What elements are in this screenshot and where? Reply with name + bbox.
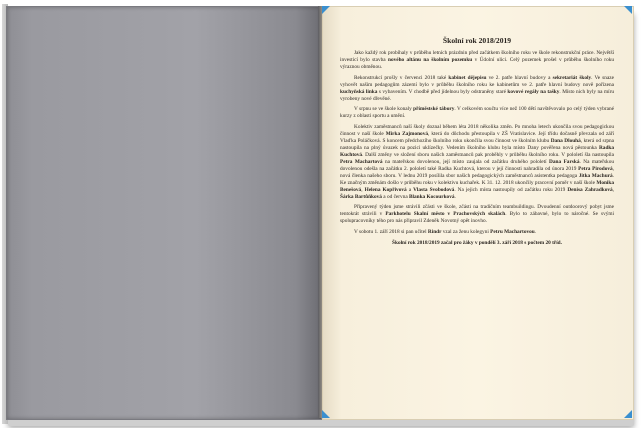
paragraph <box>340 229 614 236</box>
bold-text: kovové regály na tašky <box>507 88 560 95</box>
bold-text: nového altánu na školním pozemku <box>388 57 473 63</box>
bold-text: Helena Kopřivová <box>364 186 407 193</box>
text-run: . Ve snaze vyhovět našim pedagogům zázemí bylo v průběhu školního roku ke kabinetům ve 2. patře hlavní budovy nově pořízena <box>340 74 615 88</box>
text-run: . Místo nich byly na míru vyrobeny nové dřevěné. <box>340 88 614 102</box>
bold-text: kuchyňská linka <box>340 88 378 95</box>
text-run: , <box>361 186 365 193</box>
text-run: v Údolní ulici. Celý pozemek prošel v průběhu školního roku výraznou obměnou. <box>340 57 615 70</box>
page-title: Školní rok 2018/2019 <box>442 36 512 45</box>
text-run: . Ke značným změnám došlo v průběhu roku v kolektivu kuchařek. K 31. 12. 2018 ukončily pracovní poměr v naší škole <box>340 172 614 186</box>
bold-text: sekretariát školy <box>552 74 592 81</box>
bold-text: Dana Farská <box>549 158 580 165</box>
text-run: Připravený týden jsme strávili zčásti ve škole, zčásti na tradičním teambuildingu. Dvoudenní outdoorový pobyt jsme tentokrát strávili v <box>340 204 614 218</box>
bold-text: Jitka Machurá <box>578 172 613 179</box>
bold-text: Rindr <box>427 228 442 235</box>
text-run: vzal za ženu kolegyni <box>441 228 491 235</box>
bold-text: Petru Machartovou <box>490 228 535 235</box>
text-run: ve 2. patře hlavní budovy a <box>486 74 553 81</box>
text-run: . <box>454 193 456 200</box>
bold-text: Vlasta Svobodová <box>413 186 455 193</box>
page-corner-top-left[interactable] <box>322 6 330 14</box>
text-run: na mateřskou dovolenou, její místo zaujala od začátku druhého pololetí <box>382 158 550 165</box>
bold-text: Blanka Kocourková <box>409 193 455 200</box>
page-content <box>340 36 614 404</box>
text-run: , <box>612 186 614 193</box>
page-corner-bottom-right[interactable] <box>624 410 632 418</box>
paragraph <box>340 75 614 103</box>
text-run: V srpnu se ve škole konaly <box>354 106 414 113</box>
text-run: s vybavením. V chodbě před jídelnou byly odstraněny staré <box>377 88 508 95</box>
text-run: a od června <box>381 193 410 200</box>
left-page[interactable] <box>6 6 322 420</box>
bold-text: Parkhotelu Skalní město v Prachovských skalách <box>385 211 506 218</box>
bold-text: příměstské tábory <box>413 106 455 113</box>
paragraph <box>340 124 614 201</box>
text-run: . <box>534 228 537 235</box>
bold-text: Dana Dlouhá <box>550 137 581 144</box>
bold-text: Mirka Zajmonová <box>385 130 429 137</box>
bold-text: Petra Pirodová <box>578 165 613 172</box>
closing-line <box>340 240 614 247</box>
text-run: , nová členka našeho sboru. V lednu 2019 posílila sbor našich pedagogických zaměstnanců asistentka pedagoga <box>340 165 614 179</box>
paragraph <box>340 50 614 71</box>
book-viewer <box>2 4 638 424</box>
bold-text: Školní rok 2018/2019 začal pro žáky v pondělí 3. září 2018 s počtem 20 tříd. <box>392 239 562 246</box>
paragraph <box>340 106 614 120</box>
text-run: Kolektiv zaměstnanců naší školy doznal během léta 2018 několika změn. Po mnoha letech ukončila svou pedagogickou činnost v naší škole <box>340 123 614 137</box>
text-run: V sobotu 1. září 2018 si pan učitel <box>354 228 428 235</box>
page-corner-top-right[interactable] <box>624 6 632 14</box>
bold-text: Radka Kuchtová <box>340 144 614 158</box>
bold-text: Petra Machartová <box>340 158 383 165</box>
text-run: . Na jejich místa nastoupily od začátku roku 2019 <box>454 186 568 193</box>
text-run: a <box>406 186 414 193</box>
paragraph-list <box>340 50 614 247</box>
page-corner-bottom-left[interactable] <box>322 410 330 418</box>
text-run: . Další změny ve složení sboru našich zaměstnanců pak proběhly v průběhu školního roku. V pololetí šla nastoupila <box>362 151 614 158</box>
text-run: . Bylo to zábavné, bylo to náročné. Se svými spolupracovníky tého pro nás připravil Zdeněk Novotný opět inovho. <box>340 211 614 225</box>
text-run: Rekonstrukcí prošly v červenci 2018 také <box>354 74 449 81</box>
text-run: . Na mateřskou dovolenou odešla na začátku 2. pololetí také Radka Kuchtová, kterou v její činnosti nahradila od února 2019 <box>340 158 614 172</box>
text-run: , která od srpna nastoupila na plný úvazek na pozici uklízečky. Vedením školního klubu byla místo Dany pověřena nová pěstounka <box>340 137 614 151</box>
bold-text: Monika Benešová <box>340 179 614 193</box>
text-run: Jako každý rok probíhaly v průběhu letních prázdnin před začátkem školního roku ve škole rekonstrukční práce. Největší investicí bylo stavba <box>340 50 614 63</box>
bold-text: Denisa Zahradková <box>567 186 613 193</box>
text-run: . V celkovém součtu více než 100 dětí navštěvovalo po celý týden vybrané kurzy z oblasti sportu a umění. <box>340 106 614 120</box>
bold-text: Šárka Bartůňková <box>340 193 382 200</box>
text-run: , která do důchodu přestoupila v ZŠ Vratislavice. Její třídu dočasně převzala od září Vlaďka Poláčková. S koncem předchozího školního roku ukončila svou činnost ve školním klubu <box>340 130 614 144</box>
bold-text: kabinet dějepisu <box>448 74 487 81</box>
paragraph <box>340 204 614 225</box>
